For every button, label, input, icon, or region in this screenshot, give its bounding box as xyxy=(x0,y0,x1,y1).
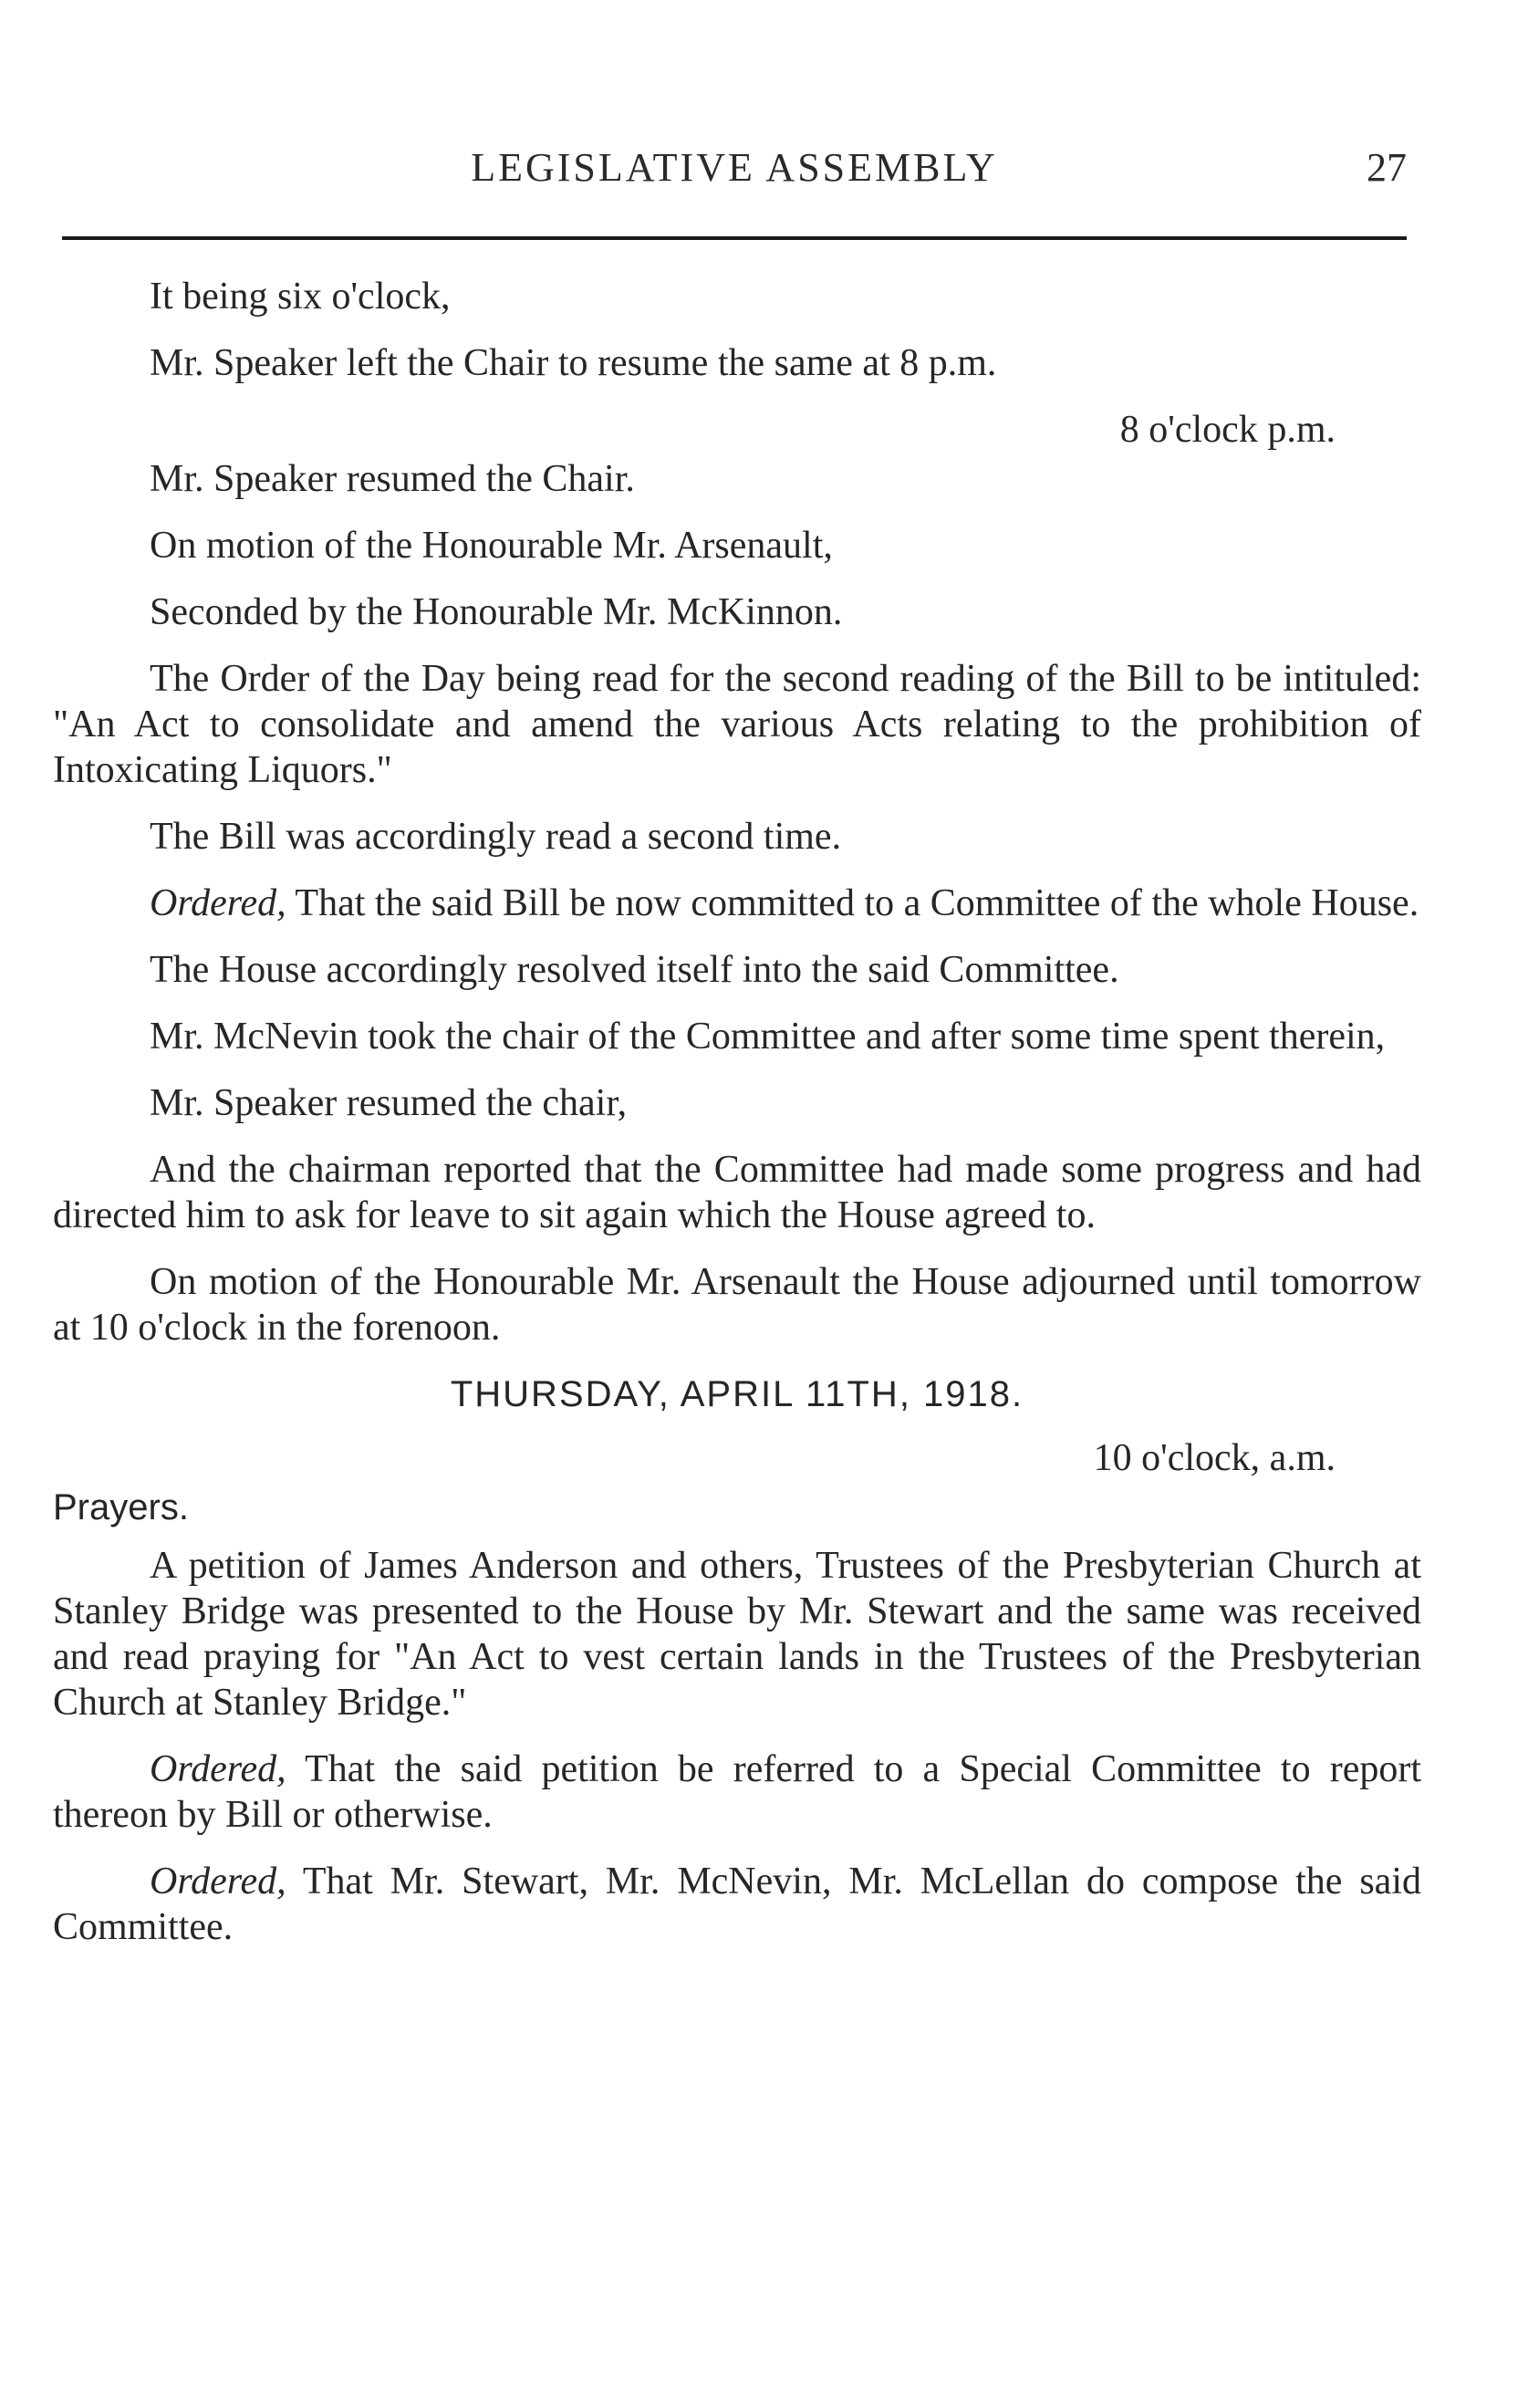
paragraph-speaker-left-chair: Mr. Speaker left the Chair to resume the same at 8 p.m. xyxy=(150,342,997,384)
ordered-text: That the said Bill be now committed to a Committee of the whole House. xyxy=(286,882,1419,924)
paragraph-house-adjourned: On motion of the Honourable Mr. Arsenault the House adjourned until tomorrow at 10 o'clock in the forenoon. xyxy=(53,1261,1421,1349)
ordered-label: Ordered, xyxy=(150,1748,286,1790)
paragraph-chairman-reported: And the chairman reported that the Committee had made some progress and had directed him to ask for leave to sit again which the House agreed to. xyxy=(53,1149,1421,1236)
date-heading: THURSDAY, APRIL 11TH, 1918. xyxy=(450,1374,1024,1414)
time-stamp-morning: 10 o'clock, a.m. xyxy=(1093,1437,1336,1479)
paragraph-second-reading: The Bill was accordingly read a second time. xyxy=(150,816,842,858)
ordered-text: That Mr. Stewart, Mr. McNevin, Mr. McLellan do compose the said Committee. xyxy=(53,1861,1421,1948)
paragraph-ordered-compose xyxy=(53,1859,1421,1950)
running-title: LEGISLATIVE ASSEMBLY xyxy=(471,145,998,190)
paragraph-house-resolved: The House accordingly resolved itself into the said Committee. xyxy=(150,949,1119,991)
paragraph-ordered-referred xyxy=(53,1746,1421,1838)
paragraph-speaker-resumed-chair: Mr. Speaker resumed the chair, xyxy=(150,1082,628,1124)
prayers-heading: Prayers. xyxy=(53,1487,189,1527)
paragraph-seconded-mckinnon: Seconded by the Honourable Mr. McKinnon. xyxy=(150,591,843,633)
page-number: 27 xyxy=(1367,145,1407,190)
paragraph-speaker-resumed: Mr. Speaker resumed the Chair. xyxy=(150,458,635,500)
paragraph-order-of-day: The Order of the Day being read for the second reading of the Bill to be intituled: "An Act to consolidate and amend the various Acts relating to the prohibition of Intoxicating Liquors." xyxy=(53,658,1421,791)
paragraph-motion-arsenault: On motion of the Honourable Mr. Arsenault, xyxy=(150,525,833,567)
time-stamp-evening: 8 o'clock p.m. xyxy=(1119,409,1336,451)
ordered-label: Ordered, xyxy=(150,882,286,924)
paragraph-ordered-committed xyxy=(53,881,1421,926)
header-rule xyxy=(62,236,1407,240)
paragraph-six-oclock: It being six o'clock, xyxy=(150,276,451,318)
ordered-text: That the said petition be referred to a Special Committee to report thereon by Bill or otherwise. xyxy=(53,1748,1421,1836)
ordered-label: Ordered, xyxy=(150,1861,286,1902)
running-header xyxy=(62,144,1407,199)
journal-body xyxy=(53,274,1421,1971)
paragraph-mcnevin-chair: Mr. McNevin took the chair of the Committee and after some time spent therein, xyxy=(150,1016,1386,1058)
paragraph-petition: A petition of James Anderson and others, Trustees of the Presbyterian Church at Stanley Bridge was presented to the House by Mr. Stewart and the same was received and read praying for "An Act to vest certain lands in the Trustees of the Presbyterian Church at Stanley Bridge." xyxy=(53,1545,1421,1724)
